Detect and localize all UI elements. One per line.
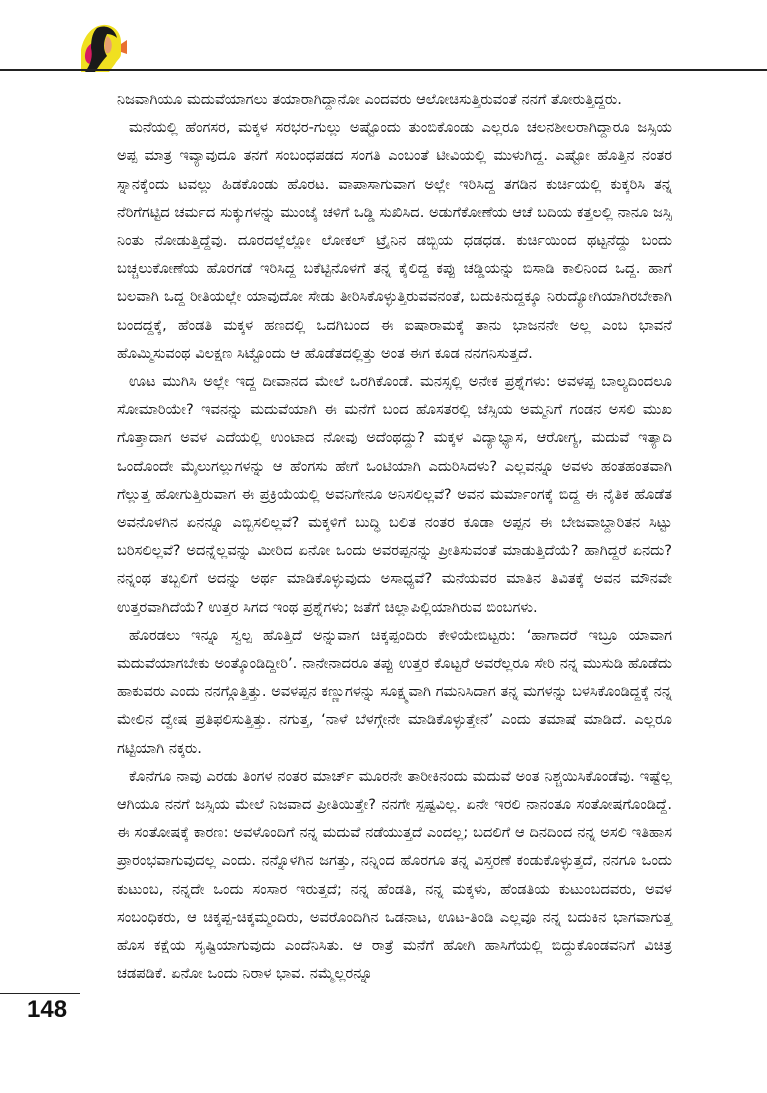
footer-rule: [0, 993, 80, 994]
paragraph: ನಿಜವಾಗಿಯೂ ಮದುವೆಯಾಗಲು ತಯಾರಾಗಿದ್ದಾನೋ ಎಂದವರು ಆಲೋಚಿಸುತ್ತಿರುವಂತೆ ನನಗೆ ತೋರುತ್ತಿದ್ದರು.: [117, 91, 622, 108]
body-text: [117, 86, 672, 989]
publisher-logo-icon: [77, 20, 127, 72]
paragraph: ಹೊರಡಲು ಇನ್ನೂ ಸ್ವಲ್ಪ ಹೊತ್ತಿದೆ ಅನ್ನುವಾಗ ಚಿಕ್ಕಪ್ಪಂದಿರು ಕೇಳಿಯೇಬಿಟ್ಟರು: ‘ಹಾಗಾದರೆ ಇಬ್ರೂ ಯಾವಾಗ ಮದುವೆಯಾಗಬೇಕು ಅಂತ್ಕೊಂಡಿದ್ದೀರಿ’. ನಾನೇನಾದರೂ ತಪ್ಪು ಉತ್ತರ ಕೊಟ್ಟರೆ ಅವರೆಲ್ಲರೂ ಸೇರಿ ನನ್ನ ಮುಸುಡಿ ಹೊಡೆದು ಹಾಕುವರು ಎಂದು ನನಗ್ಗೊತ್ತಿತ್ತು. ಅವಳಪ್ಪನ ಕಣ್ಣುಗಳನ್ನು ಸೂಕ್ಷ್ಮವಾಗಿ ಗಮನಿಸಿದಾಗ ತನ್ನ ಮಗಳನ್ನು ಬಳಸಿಕೊಂಡಿದ್ದಕ್ಕೆ ನನ್ನ ಮೇಲಿನ ದ್ವೇಷ ಪ್ರತಿಫಲಿಸುತ್ತಿತ್ತು. ನಗುತ್ತ, ‘ನಾಳೆ ಬೆಳಗ್ಗೇನೇ ಮಾಡಿಕೊಳ್ಳುತ್ತೇನೆ’ ಎಂದು ತಮಾಷೆ ಮಾಡಿದೆ. ಎಲ್ಲರೂ ಗಟ್ಟಿಯಾಗಿ ನಕ್ಕರು.: [117, 626, 672, 757]
paragraph: ಕೊನೆಗೂ ನಾವು ಎರಡು ತಿಂಗಳ ನಂತರ ಮಾರ್ಚ್ ಮೂರನೇ ತಾರೀಕಿನಂದು ಮದುವೆ ಅಂತ ನಿಶ್ಚಯಿಸಿಕೊಂಡೆವು. ಇಷ್ಟೆಲ್ಲ ಆಗಿಯೂ ನನಗೆ ಜಸ್ಸಿಯ ಮೇಲೆ ನಿಜವಾದ ಪ್ರೀತಿಯಿತ್ತೇ? ನನಗೇ ಸ್ಪಷ್ಟವಿಲ್ಲ. ಏನೇ ಇರಲಿ ನಾನಂತೂ ಸಂತೋಷಗೊಂಡಿದ್ದೆ. ಈ ಸಂತೋಷಕ್ಕೆ ಕಾರಣ: ಅವಳೊಂದಿಗೆ ನನ್ನ ಮದುವೆ ನಡೆಯುತ್ತದೆ ಎಂದಲ್ಲ; ಬದಲಿಗೆ ಆ ದಿನದಿಂದ ನನ್ನ ಅಸಲಿ ಇತಿಹಾಸ ಪ್ರಾರಂಭವಾಗುವುದಲ್ಲ ಎಂದು. ನನ್ನೊಳಗಿನ ಜಗತ್ತು, ನನ್ನಿಂದ ಹೊರಗೂ ತನ್ನ ವಿಸ್ತರಣೆ ಕಂಡುಕೊಳ್ಳುತ್ತದೆ, ನನಗೂ ಒಂದು ಕುಟುಂಬ, ನನ್ನದೇ ಒಂದು ಸಂಸಾರ ಇರುತ್ತದೆ; ನನ್ನ ಹೆಂಡತಿ, ನನ್ನ ಮಕ್ಕಳು, ಹೆಂಡತಿಯ ಕುಟುಂಬದವರು, ಅವಳ ಸಂಬಂಧಿಕರು, ಆ ಚಿಕ್ಕಪ್ಪ-ಚಿಕ್ಕಮ್ಮಂದಿರು, ಅವರೊಂದಿಗಿನ ಒಡನಾಟ, ಊಟ-ತಿಂಡಿ ಎಲ್ಲವೂ ನನ್ನ ಬದುಕಿನ ಭಾಗವಾಗುತ್ತ ಹೊಸ ಕಕ್ಷೆಯ ಸೃಷ್ಟಿಯಾಗುವುದು ಎಂದೆನಿಸಿತು. ಆ ರಾತ್ರೆ ಮನೆಗೆ ಹೋಗಿ ಹಾಸಿಗೆಯಲ್ಲಿ ಬಿದ್ದುಕೊಂಡವನಿಗೆ ವಿಚಿತ್ರ ಚಡಪಡಿಕೆ. ಏನೋ ಒಂದು ನಿರಾಳ ಭಾವ. ನಮ್ಮೆಲ್ಲರನ್ನೂ: [117, 767, 672, 983]
paragraph: ಊಟ ಮುಗಿಸಿ ಅಲ್ಲೇ ಇದ್ದ ದೀವಾನದ ಮೇಲೆ ಒರಗಿಕೊಂಡೆ. ಮನಸ್ಸಲ್ಲಿ ಅನೇಕ ಪ್ರಶ್ನೆಗಳು: ಅವಳಪ್ಪ ಬಾಲ್ಯದಿಂದಲೂ ಸೋಮಾರಿಯೇ? ಇವನನ್ನು ಮದುವೆಯಾಗಿ ಈ ಮನೆಗೆ ಬಂದ ಹೊಸತರಲ್ಲಿ ಜೆಸ್ಸಿಯ ಅಮ್ಮನಿಗೆ ಗಂಡನ ಅಸಲಿ ಮುಖ ಗೊತ್ತಾದಾಗ ಅವಳ ಎದೆಯಲ್ಲಿ ಉಂಟಾದ ನೋವು ಅದೆಂಥದ್ದು? ಮಕ್ಕಳ ವಿದ್ಯಾಭ್ಯಾಸ, ಆರೋಗ್ಯ, ಮದುವೆ ಇತ್ಯಾದಿ ಒಂದೊಂದೇ ಮೈಲುಗಲ್ಲುಗಳನ್ನು ಆ ಹೆಂಗಸು ಹೇಗೆ ಒಂಟಿಯಾಗಿ ಎದುರಿಸಿದಳು? ಎಲ್ಲವನ್ನೂ ಅವಳು ಹಂತಹಂತವಾಗಿ ಗೆಲ್ಲುತ್ತ ಹೋಗುತ್ತಿರುವಾಗ ಈ ಪ್ರಕ್ರಿಯೆಯಲ್ಲಿ ಅವನಿಗೇನೂ ಅನಿಸಲಿಲ್ಲವೆ? ಅವನ ಮರ್ಮಾಂಗಕ್ಕೆ ಬಿದ್ದ ಈ ನೈತಿಕ ಹೊಡೆತ ಅವನೊಳಗಿನ ಏನನ್ನೂ ಎಬ್ಬಿಸಲಿಲ್ಲವೆ? ಮಕ್ಕಳಿಗೆ ಬುದ್ಧಿ ಬಲಿತ ನಂತರ ಕೂಡಾ ಅಪ್ಪನ ಈ ಬೇಜವಾಬ್ದಾರಿತನ ಸಿಟ್ಟು ಬರಿಸಲಿಲ್ಲವೆ? ಅದನ್ನೆಲ್ಲವನ್ನು ಮೀರಿದ ಏನೋ ಒಂದು ಅವರಪ್ಪನನ್ನು ಪ್ರೀತಿಸುವಂತೆ ಮಾಡುತ್ತಿದೆಯೆ? ಹಾಗಿದ್ದರೆ ಏನದು? ನನ್ನಂಥ ತಬ್ಬಲಿಗೆ ಅದನ್ನು ಅರ್ಥ ಮಾಡಿಕೊಳ್ಳುವುದು ಅಸಾಧ್ಯವೆ? ಮನೆಯವರ ಮಾತಿನ ತಿವಿತಕ್ಕೆ ಅವನ ಮೌನವೇ ಉತ್ತರವಾಗಿದೆಯೆ? ಉತ್ತರ ಸಿಗದ ಇಂಥ ಪ್ರಶ್ನೆಗಳು; ಜತೆಗೆ ಚಿಲ್ಲಾಪಿಲ್ಲಿಯಾಗಿರುವ ಬಿಂಬಗಳು.: [117, 373, 672, 616]
page-number: 148: [27, 996, 68, 1023]
paragraph: ಮನೆಯಲ್ಲಿ ಹೆಂಗಸರ, ಮಕ್ಕಳ ಸರಭರ-ಗುಲ್ಲು ಅಷ್ಟೊಂದು ತುಂಬಿಕೊಂಡು ಎಲ್ಲರೂ ಚಲನಶೀಲರಾಗಿದ್ದಾರೂ ಜಸ್ಸಿಯ ಅಪ್ಪ ಮಾತ್ರ ಇವ್ಯಾವುದೂ ತನಗೆ ಸಂಬಂಧಪಡದ ಸಂಗತಿ ಎಂಬಂತೆ ಟೀವಿಯಲ್ಲಿ ಮುಳುಗಿದ್ದ. ಎಷ್ಟೋ ಹೊತ್ತಿನ ನಂತರ ಸ್ನಾನಕ್ಕೆಂದು ಟವಲ್ಲು ಹಿಡಕೊಂಡು ಹೊರಟ. ವಾಪಾಸಾಗುವಾಗ ಅಲ್ಲೇ ಇರಿಸಿದ್ದ ತಗಡಿನ ಕುರ್ಚಿಯಲ್ಲಿ ಕುಕ್ಕರಿಸಿ ತನ್ನ ನೆರಿಗೆಗಟ್ಟಿದ ಚರ್ಮದ ಸುಕ್ಕುಗಳನ್ನು ಮುಂಜೈ ಚಳಿಗೆ ಒಡ್ಡಿ ಸುಖಿಸಿದ. ಅಡುಗೆಕೋಣೆಯ ಆಚೆ ಬದಿಯ ಕತ್ತಲಲ್ಲಿ ನಾನೂ ಜಸ್ಸಿ ನಿಂತು ನೋಡುತ್ತಿದ್ದೆವು. ದೂರದಲ್ಲೆಲ್ಲೋ ಲೋಕಲ್ ಟ್ರೈನಿನ ಡಬ್ಬಿಯ ಧಡಧಡ. ಕುರ್ಚಿಯಿಂದ ಥಟ್ಟನೆದ್ದು ಬಂದು ಬಚ್ಚಲುಕೋಣೆಯ ಹೊರಗಡೆ ಇರಿಸಿದ್ದ ಬಕೆಟ್ಟಿನೊಳಗೆ ತನ್ನ ಕೈಲಿದ್ದ ಕಪ್ಪು ಚಡ್ಡಿಯನ್ನು ಬಿಸಾಡಿ ಕಾಲಿನಿಂದ ಒದ್ದ. ಹಾಗೆ ಬಲವಾಗಿ ಒದ್ದ ರೀತಿಯಲ್ಲೇ ಯಾವುದೋ ಸೇಡು ತೀರಿಸಿಕೊಳ್ಳುತ್ತಿರುವವನಂತೆ, ಬದುಕಿನುದ್ದಕ್ಕೂ ನಿರುದ್ಯೋಗಿಯಾಗಿರಬೇಕಾಗಿ ಬಂದದ್ದಕ್ಕೆ, ಹೆಂಡತಿ ಮಕ್ಕಳ ಹಣದಲ್ಲಿ ಒದಗಿಬಂದ ಈ ಐಷಾರಾಮಕ್ಕೆ ತಾನು ಭಾಜನನೇ ಅಲ್ಲ ಎಂಬ ಭಾವನೆ ಹೊಮ್ಮಿಸುವಂಥ ವಿಲಕ್ಷಣ ಸಿಟ್ಟೊಂದು ಆ ಹೊಡೆತದಲ್ಲಿತ್ತು ಅಂತ ಈಗ ಕೂಡ ನನಗನಿಸುತ್ತದೆ.: [117, 119, 672, 362]
header-rule: [0, 69, 767, 71]
